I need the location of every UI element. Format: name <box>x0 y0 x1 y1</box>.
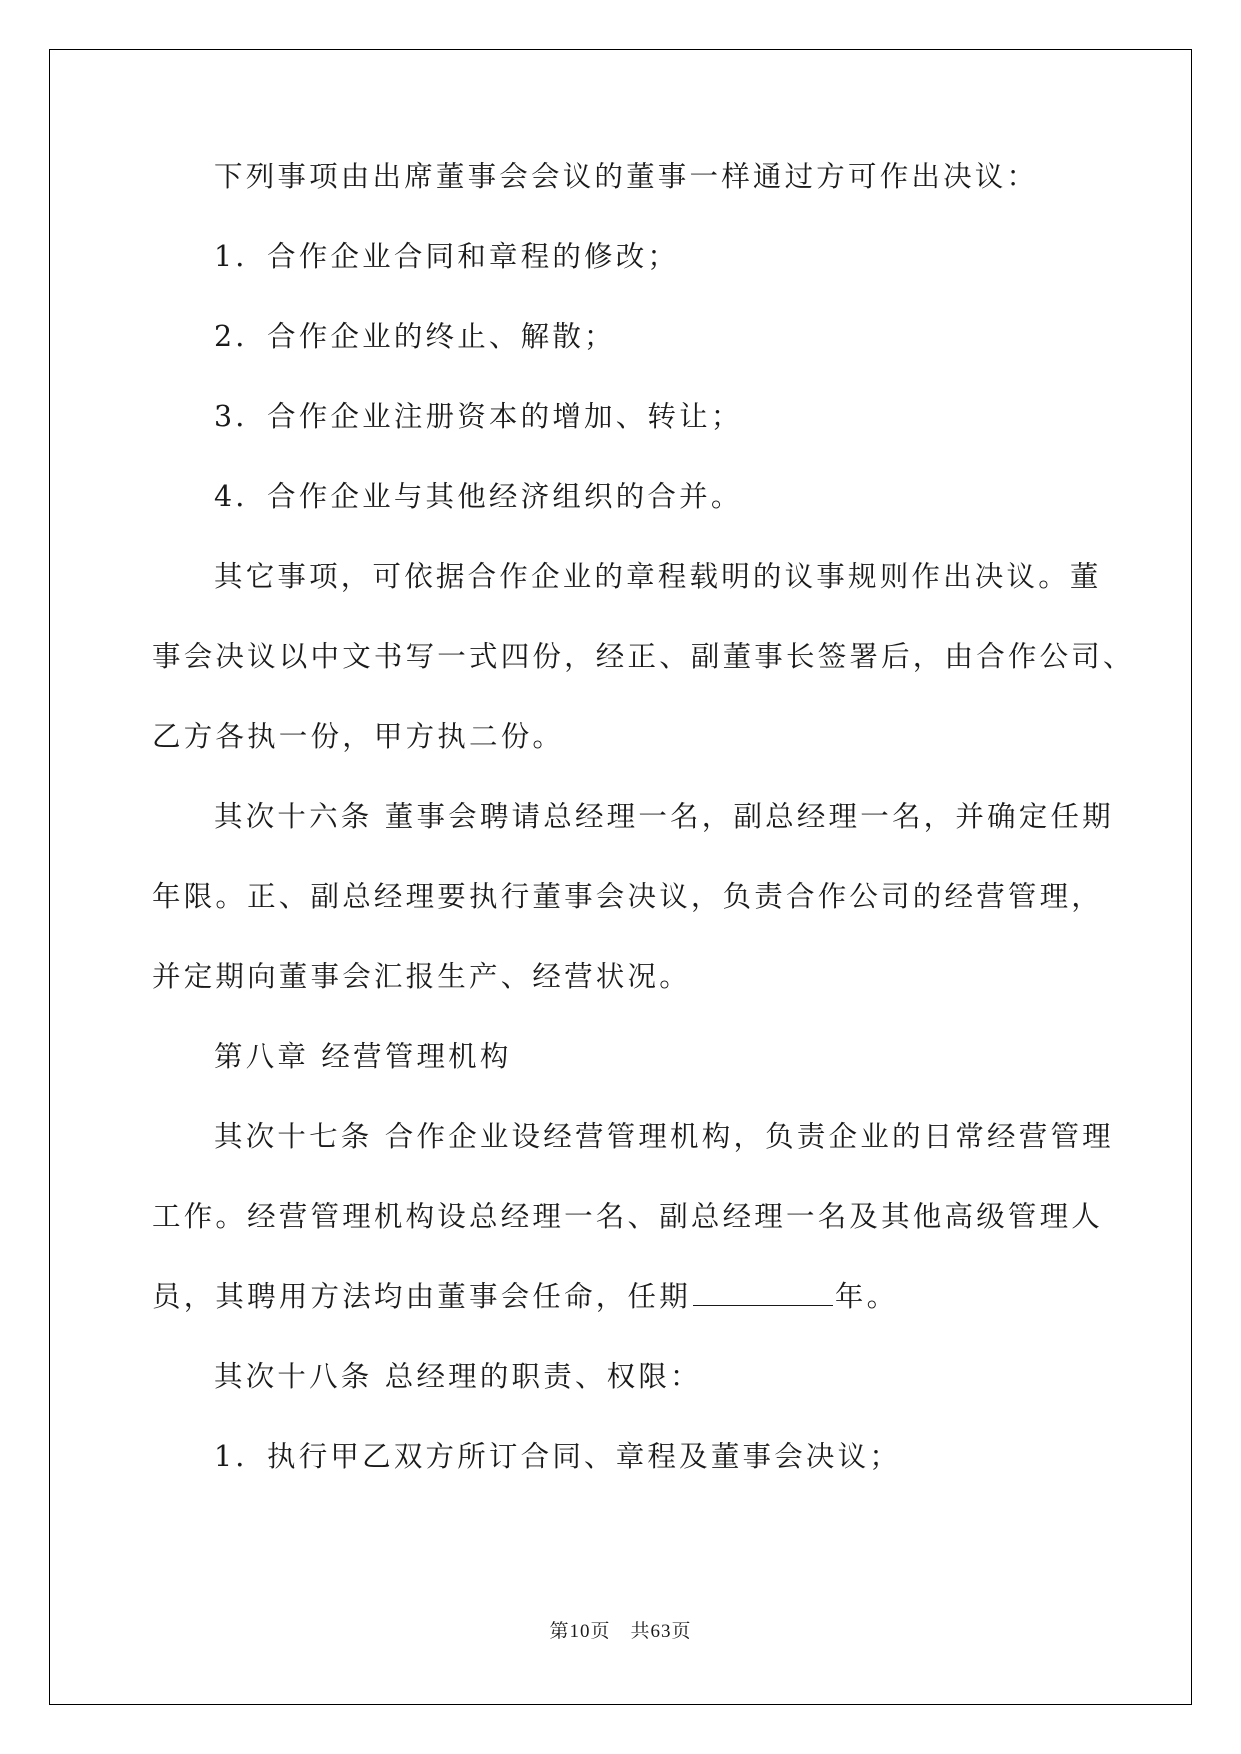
paragraph-line: 事会决议以中文书写一式四份，经正、副董事长签署后，由合作公司、 <box>152 640 1135 673</box>
chapter-heading: 第八章 经营管理机构 <box>214 1040 512 1073</box>
paragraph-line: 其次十七条 合作企业设经营管理机构，负责企业的日常经营管理 <box>214 1120 1114 1153</box>
list-item: 1．执行甲乙双方所订合同、章程及董事会决议； <box>214 1440 902 1473</box>
paragraph-line: 并定期向董事会汇报生产、经营状况。 <box>152 960 691 993</box>
list-item: 2．合作企业的终止、解散； <box>214 320 616 353</box>
paragraph-line: 其次十八条 总经理的职责、权限： <box>214 1360 702 1393</box>
list-item: 3．合作企业注册资本的增加、转让； <box>214 400 743 433</box>
list-item: 1．合作企业合同和章程的修改； <box>214 240 680 273</box>
paragraph-line: 其它事项，可依据合作企业的章程载明的议事规则作出决议。董 <box>214 560 1102 593</box>
term-blank <box>693 1279 833 1306</box>
paragraph-line: 年限。正、副总经理要执行董事会决议，负责合作公司的经营管理， <box>152 880 1104 913</box>
term-text: 员，其聘用方法均由董事会任命，任期 <box>152 1280 691 1313</box>
paragraph-line: 其次十六条 董事会聘请总经理一名，副总经理一名，并确定任期 <box>214 800 1114 833</box>
paragraph-line <box>152 1277 898 1317</box>
page-number: 第10页 共63页 <box>549 1621 692 1642</box>
paragraph-line: 下列事项由出席董事会会议的董事一样通过方可作出决议： <box>214 160 1039 193</box>
list-item: 4．合作企业与其他经济组织的合并。 <box>214 480 743 513</box>
paragraph-line: 工作。经营管理机构设总经理一名、副总经理一名及其他高级管理人 <box>152 1200 1104 1233</box>
paragraph-line: 乙方各执一份，甲方执二份。 <box>152 720 565 753</box>
term-unit: 年。 <box>834 1280 899 1313</box>
